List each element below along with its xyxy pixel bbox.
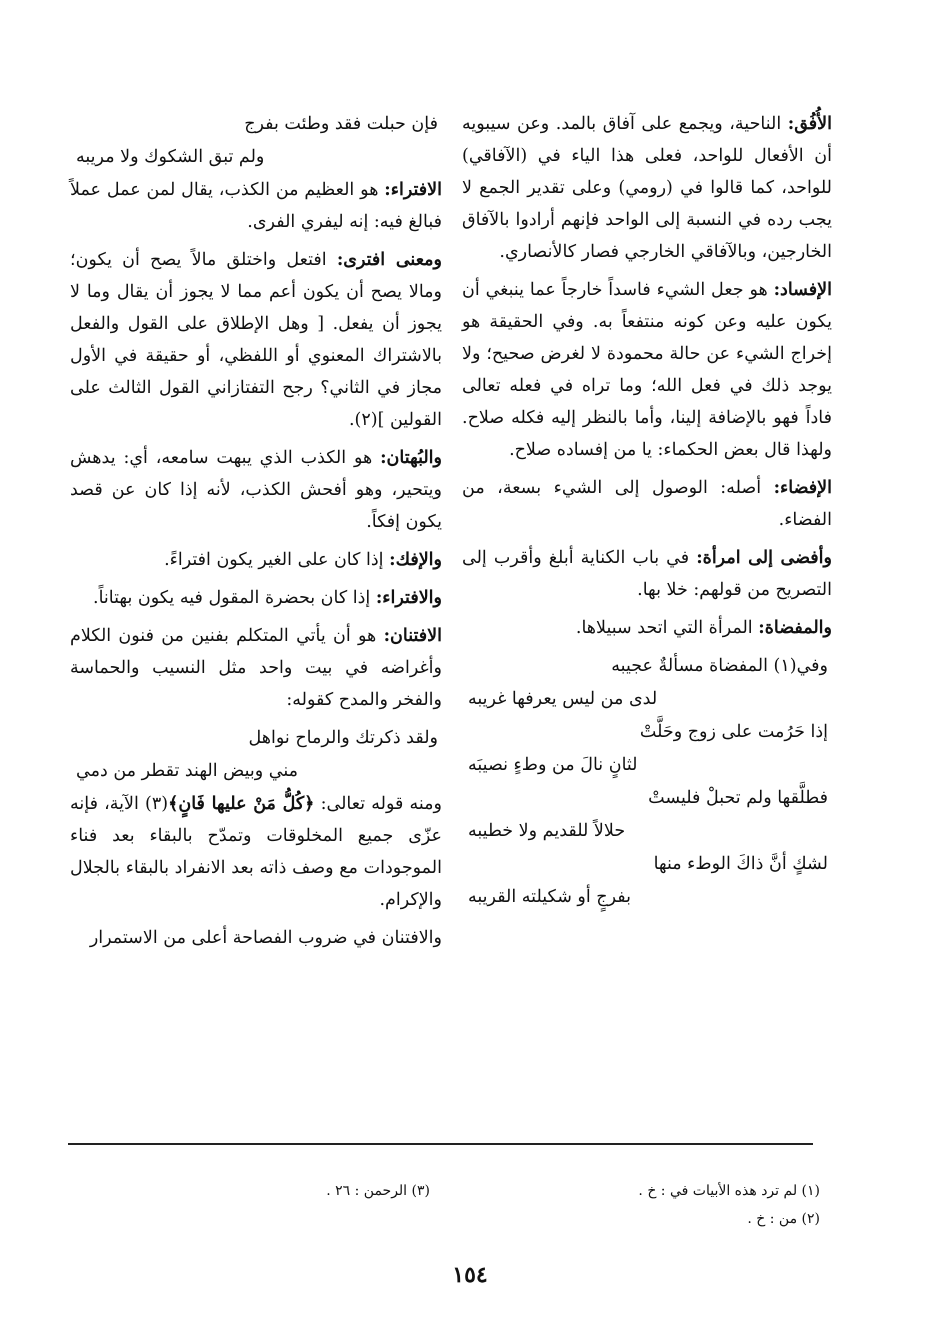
entry-term: ومعنى افترى: [336, 250, 442, 270]
entry-iftira [70, 174, 442, 238]
entry-term: والإفك: [389, 550, 442, 570]
footnote: (٢) من : خ . [747, 1211, 820, 1227]
entry-text: هو الكذب الذي يبهت سامعه، أي: يدهش ويتحير، وهو أفحش الكذب، لأنه إذا كان عن قصد يكون إفكاً. [70, 448, 442, 532]
entry-afda [462, 542, 832, 606]
entry-iftira-2 [70, 582, 442, 614]
entry-text: في باب الكناية أبلغ وأقرب إلى التصريح من قولهم: خلا بها. [462, 548, 832, 600]
entry-text: هو العظيم من الكذب، يقال لمن عمل عملاً فبالغ فيه: إنه ليفري الفرى. [70, 180, 442, 232]
entry-term: والمفضاة: [758, 618, 832, 638]
entry-term: والافتراء: [375, 588, 442, 608]
entry-iftara [70, 244, 442, 436]
entry-text: المرأة التي اتحد سبيلاها. [575, 618, 759, 638]
entry-text: أصله: الوصول إلى الشيء بسعة، من الفضاء. [462, 478, 832, 530]
entry-text: هو جعل الشيء فاسداً خارجاً عما ينبغي أن يكون عليه وعن كونه منتفعاً به. وفي الحقيقة هو إخراج الشيء عن حالة محمودة لا لغرض صحيح؛ ولا يوجد ذلك في فعل الله؛ وما تراه في فعله تعالى فاداً فهو بالإضافة إلينا، وأما بالنظر إليه فكله صلاح. ولهذا قال بعض الحكماء: يا من إفساده صلاح. [462, 280, 832, 460]
entry-text: (٣) الآية، فإنه عزّى جميع المخلوقات وتمدّح بالبقاء بعد فناء الموجودات مع وصف ذاته بعد الانفراد بالبقاء بالجلال والإكرام. [70, 794, 442, 910]
verse-second-hemistich: ولم تبق الشكوك ولا مريبه [76, 147, 265, 167]
entry-term: الإفضاء: [773, 478, 832, 498]
footnotes-left [150, 1177, 430, 1205]
verse-second-hemistich: لدى من ليس يعرفها غريبه [468, 689, 658, 709]
entry-buhtan [70, 442, 442, 538]
entry-term: الأُفُق: [787, 114, 832, 134]
footnote: (١) لم ترد هذه الأبيات في : خ . [638, 1183, 820, 1199]
entry-iftinan [70, 620, 442, 716]
entry-ifda [462, 472, 832, 536]
entry-text: إذا كان على الغير يكون افتراءً. [164, 550, 390, 570]
page-number: ١٥٤ [452, 1262, 488, 1288]
poem-verse [462, 782, 832, 848]
entry-text: إذا كان بحضرة المقول فيه يكون بهتاناً. [93, 588, 376, 608]
verse-second-hemistich: بفرجٍ أو شكيلته القريبه [468, 887, 631, 907]
verse-first-hemistich: ولقد ذكرتك والرماح نواهل [248, 728, 438, 748]
right-column [462, 108, 832, 914]
entry-term: الإفساد: [773, 280, 832, 300]
verse-second-hemistich: لثانٍ نالَ من وطءٍ نصيبَه [468, 755, 638, 775]
entry-term: والبُهتان: [380, 448, 442, 468]
poem-verse-mid [70, 722, 442, 788]
entry-last-line: والافتنان في ضروب الفصاحة أعلى من الاستمرار [89, 928, 442, 948]
quran-ayah: ﴿كُلُّ مَنْ عليها فَانٍ﴾ [168, 794, 315, 814]
entry-mufdat [462, 612, 832, 644]
poem-verse [462, 716, 832, 782]
verse-second-hemistich: مني وبيض الهند تقطر من دمي [76, 761, 299, 781]
verse-first-hemistich: لشكٍ أنَّ ذاكَ الوطء منها [653, 854, 828, 874]
verse-first-hemistich: وفي(١) المفضاة مسألةٌ عجيبه [611, 656, 828, 676]
poem-verse [462, 848, 832, 914]
entry-text: افتعل واختلق مالاً يصح أن يكون؛ ومالا يصح أن يكون أعم مما لا يجوز أن يقال وما لا يجوز أن يفعل. [ وهل الإطلاق على القول والفعل بالاشتراك المعنوي أو اللفظي، أو حقيقة في الأول مجاز في الثاني؟ رجح التفتازاني القول الثالث على القولين ](٢). [70, 250, 442, 430]
entry-text: ومنه قوله تعالى: [314, 794, 442, 814]
entry-ufuq [462, 108, 832, 268]
entry-ifsad [462, 274, 832, 466]
entry-text: هو أن يأتي المتكلم بفنين من فنون الكلام وأغراضه في بيت واحد مثل النسيب والحماسة والفخر والمدح كقوله: [70, 626, 442, 710]
left-column [70, 108, 442, 960]
footnote-divider [68, 1143, 813, 1145]
verse-first-hemistich: فإن حبلت فقد وطئت بفرج [244, 114, 438, 134]
verse-first-hemistich: إذا حَرُمت على زوج وحَلَّتْ [639, 722, 828, 742]
entry-quran-example [70, 788, 442, 916]
verse-first-hemistich: فطلَّقها ولم تحبلْ فليستْ [648, 788, 828, 808]
footnotes-right [520, 1177, 820, 1233]
verse-second-hemistich: حلالاً للقديم ولا خطيبه [468, 821, 626, 841]
entry-ifk [70, 544, 442, 576]
entry-term: الافتنان: [383, 626, 442, 646]
entry-term: الافتراء: [384, 180, 442, 200]
poem-verse-top [70, 108, 442, 174]
entry-text: الناحية، ويجمع على آفاق بالمد. وعن سيبويه أن الأفعال للواحد، فعلى هذا الياء في (الآفاقي) للواحد، كما قالوا في (رومي) وعلى تقدير الجمع لا يجب رده في النسبة إلى الواحد فإنهم أرادوا بالآفاق الخارجين، وبالآفاقي الخارجي فصار كالأنصاري. [462, 114, 832, 262]
entry-term: وأفضى إلى امرأة: [696, 548, 832, 568]
poem-verse [462, 650, 832, 716]
footnote: (٣) الرحمن : ٢٦ . [326, 1183, 430, 1199]
